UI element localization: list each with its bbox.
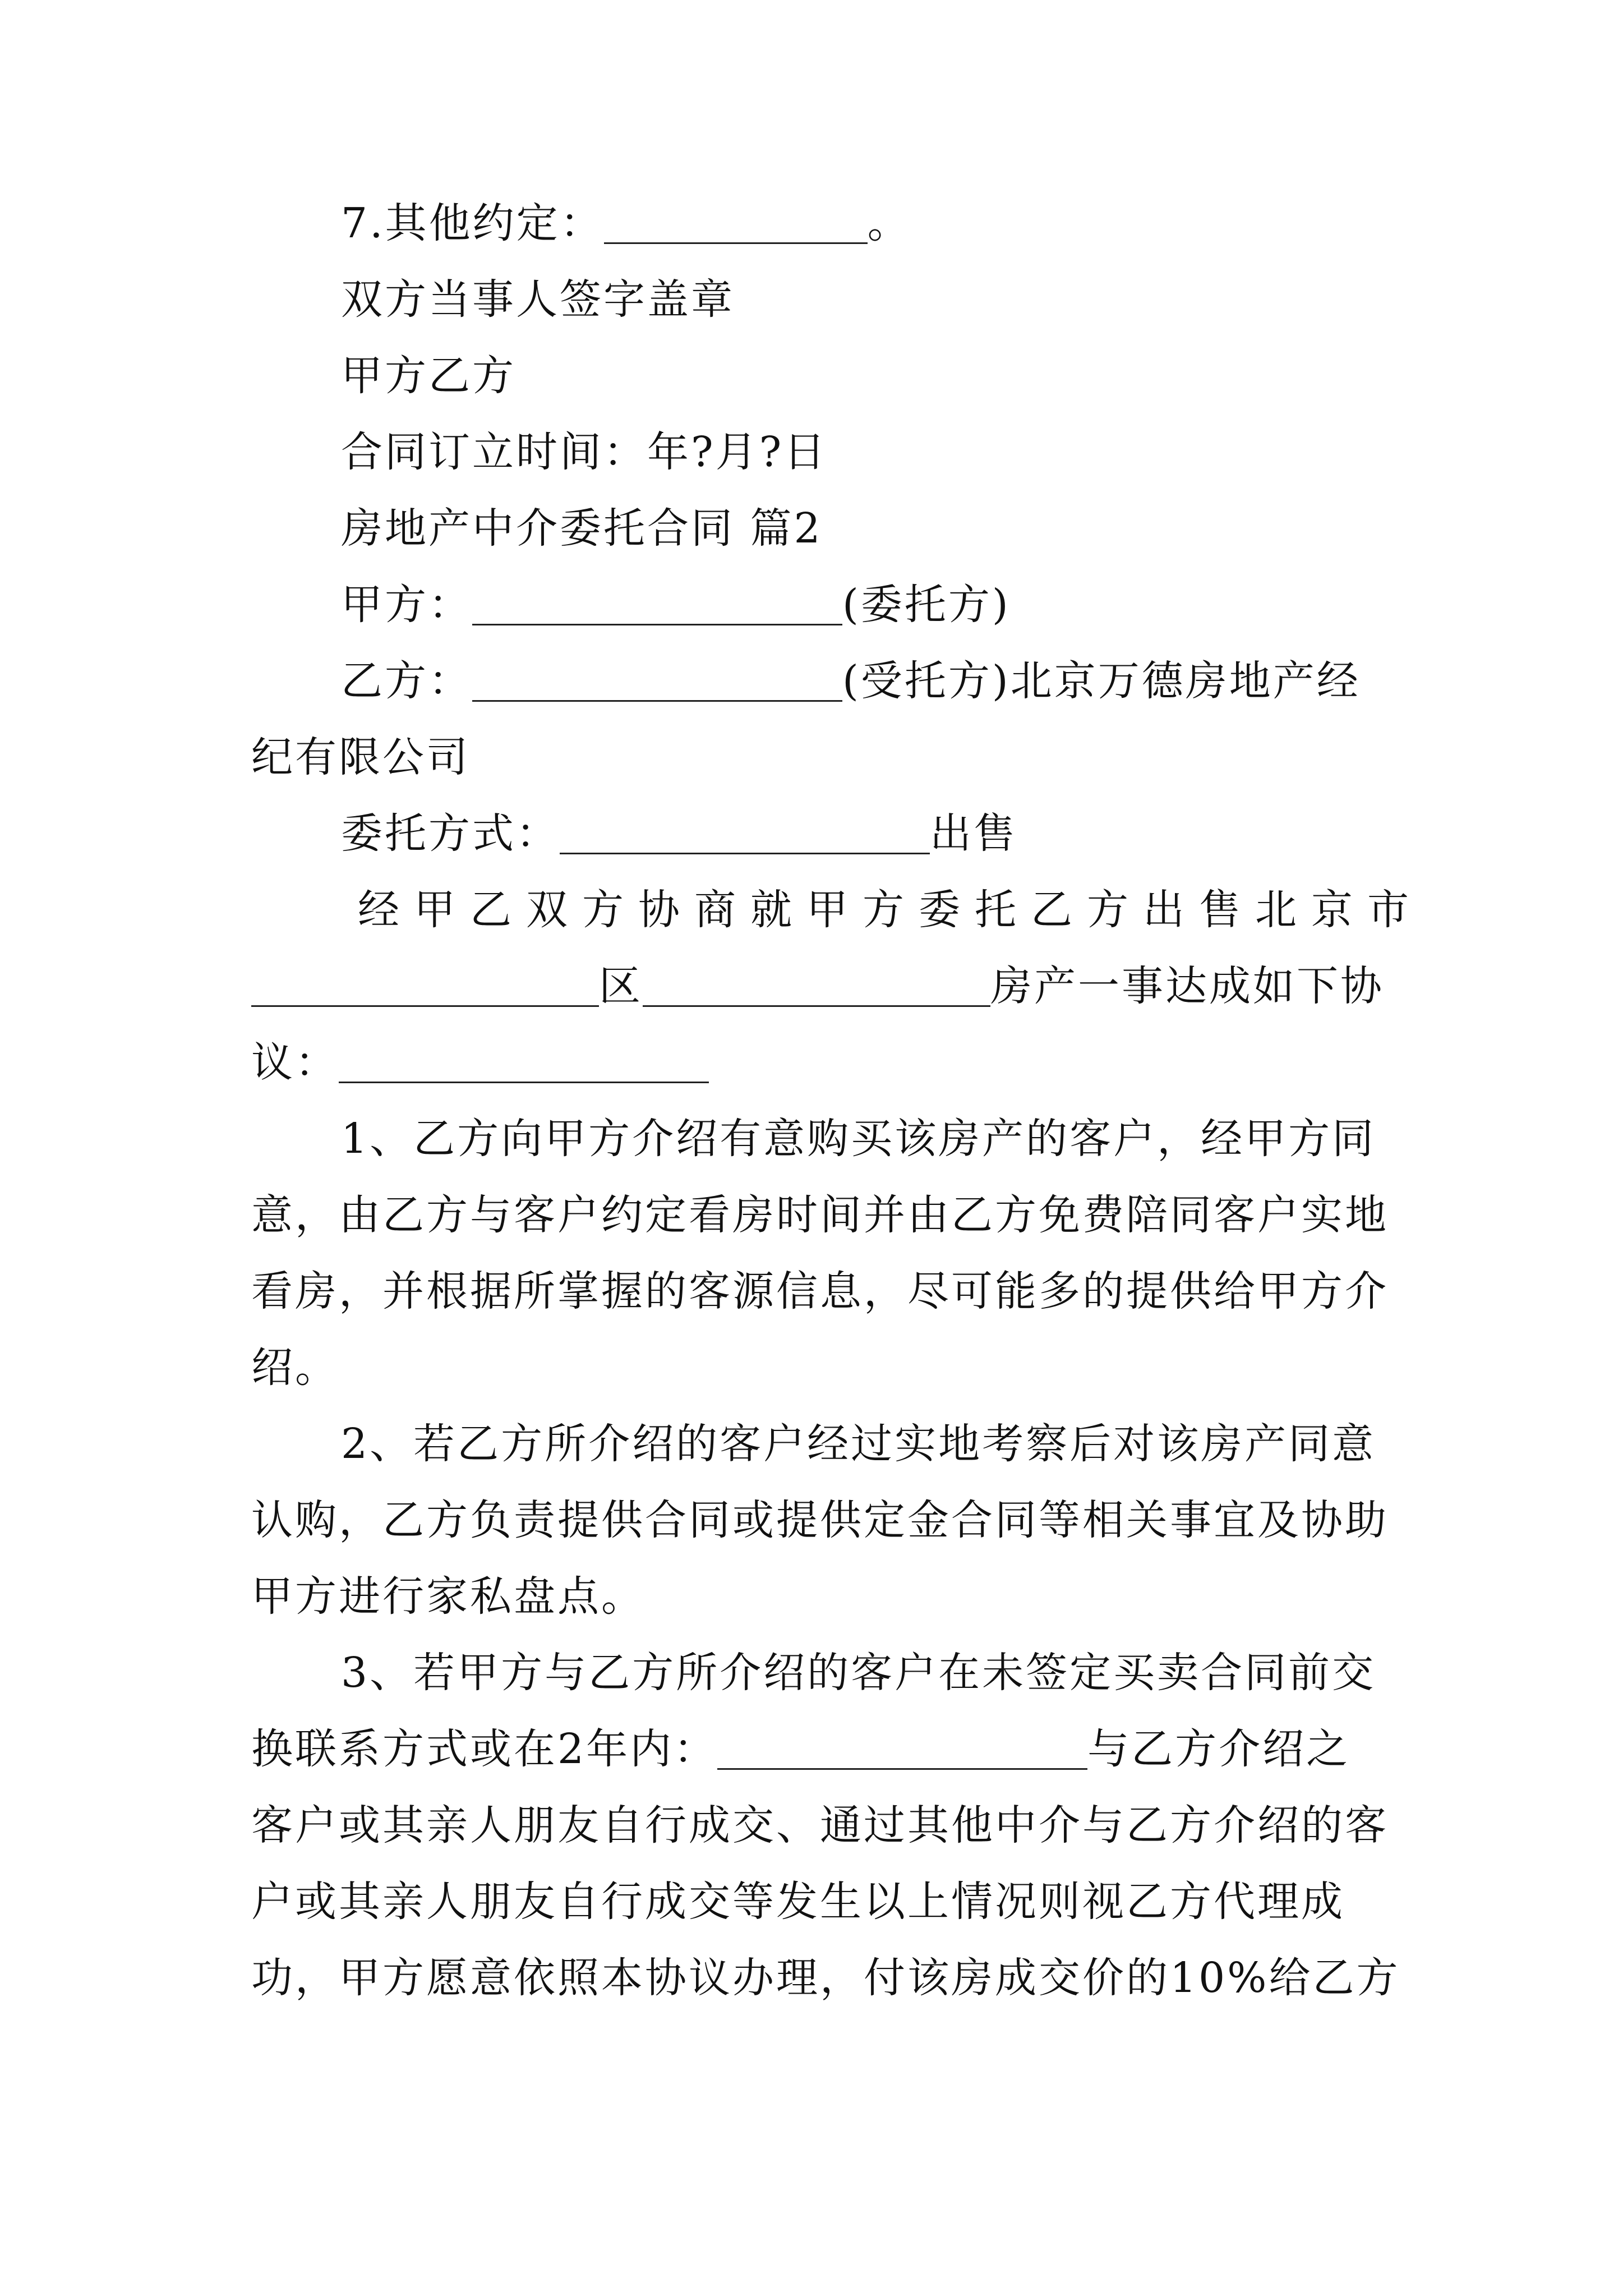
- clause-2-line: 2、若乙方所介绍的客户经过实地考察后对该房产同意: [341, 1420, 1376, 1468]
- contract-date-line: 合同订立时间：年?月?日: [341, 428, 828, 476]
- clause-2-line: 甲方进行家私盘点。: [251, 1572, 645, 1621]
- line-text: 与乙方介绍之: [1087, 1725, 1350, 1773]
- party-b-line-cont: 纪有限公司: [251, 733, 470, 781]
- line-text: 区: [599, 962, 643, 1010]
- clause-1-line: 1、乙方向甲方介绍有意购买该房产的客户，经甲方同: [341, 1115, 1376, 1163]
- signature-heading: 双方当事人签字盖章: [341, 275, 735, 324]
- line-text: 。: [867, 199, 911, 247]
- blank-line: [251, 964, 599, 1007]
- commission-method-line: [251, 795, 1390, 872]
- line-text: (受托方)北京万德房地产经: [842, 657, 1361, 705]
- line-text: 7.其他约定：: [341, 199, 604, 247]
- clause-other-agreement: [251, 185, 1390, 261]
- blank-line: [643, 964, 990, 1007]
- agreement-intro-cont: [251, 948, 1390, 1024]
- line-text: (委托方): [842, 581, 1011, 629]
- clause-3-line: 功，甲方愿意依照本协议办理，付该房成交价的10%给乙方: [251, 1954, 1400, 2002]
- clause-3-line: 户或其亲人朋友自行成交等发生以上情况则视乙方代理成: [251, 1878, 1345, 1926]
- party-a-line: [251, 567, 1390, 643]
- clause-1-line: 意，由乙方与客户约定看房时间并由乙方免费陪同客户实地: [251, 1191, 1389, 1239]
- section-title: 房地产中介委托合同 篇2: [341, 504, 823, 553]
- parties-line: 甲方乙方: [341, 352, 516, 400]
- blank-line: [472, 582, 842, 625]
- line-text: 换联系方式或在2年内：: [251, 1725, 718, 1773]
- clause-1-line: 看房，并根据所掌握的客源信息，尽可能多的提供给甲方介: [251, 1267, 1389, 1315]
- blank-line: [339, 1040, 709, 1083]
- line-text: 房产一事达成如下协: [990, 962, 1384, 1010]
- agreement-intro-end: [251, 1024, 1390, 1101]
- line-text: 乙方：: [341, 657, 472, 705]
- party-b-line: [251, 643, 1390, 719]
- clause-3-line: 客户或其亲人朋友自行成交、通过其他中介与乙方介绍的客: [251, 1801, 1389, 1849]
- blank-line: [472, 659, 842, 702]
- clause-3-line: [251, 1711, 1390, 1787]
- document-page: [251, 185, 1423, 2016]
- clause-1-line: 绍。: [251, 1343, 339, 1392]
- agreement-intro: 经甲乙双方协商就甲方委托乙方出售北京市: [358, 886, 1423, 934]
- line-text: 甲方：: [341, 581, 472, 629]
- clause-2-line: 认购，乙方负责提供合同或提供定金合同等相关事宜及协助: [251, 1496, 1389, 1544]
- line-text: 出售: [930, 809, 1017, 858]
- blank-line: [560, 811, 930, 854]
- clause-3-line: 3、若甲方与乙方所介绍的客户在未签定买卖合同前交: [341, 1649, 1376, 1697]
- blank-line: [604, 201, 868, 244]
- line-text: 委托方式：: [341, 809, 560, 858]
- line-text: 议：: [251, 1038, 339, 1087]
- blank-line: [717, 1727, 1087, 1770]
